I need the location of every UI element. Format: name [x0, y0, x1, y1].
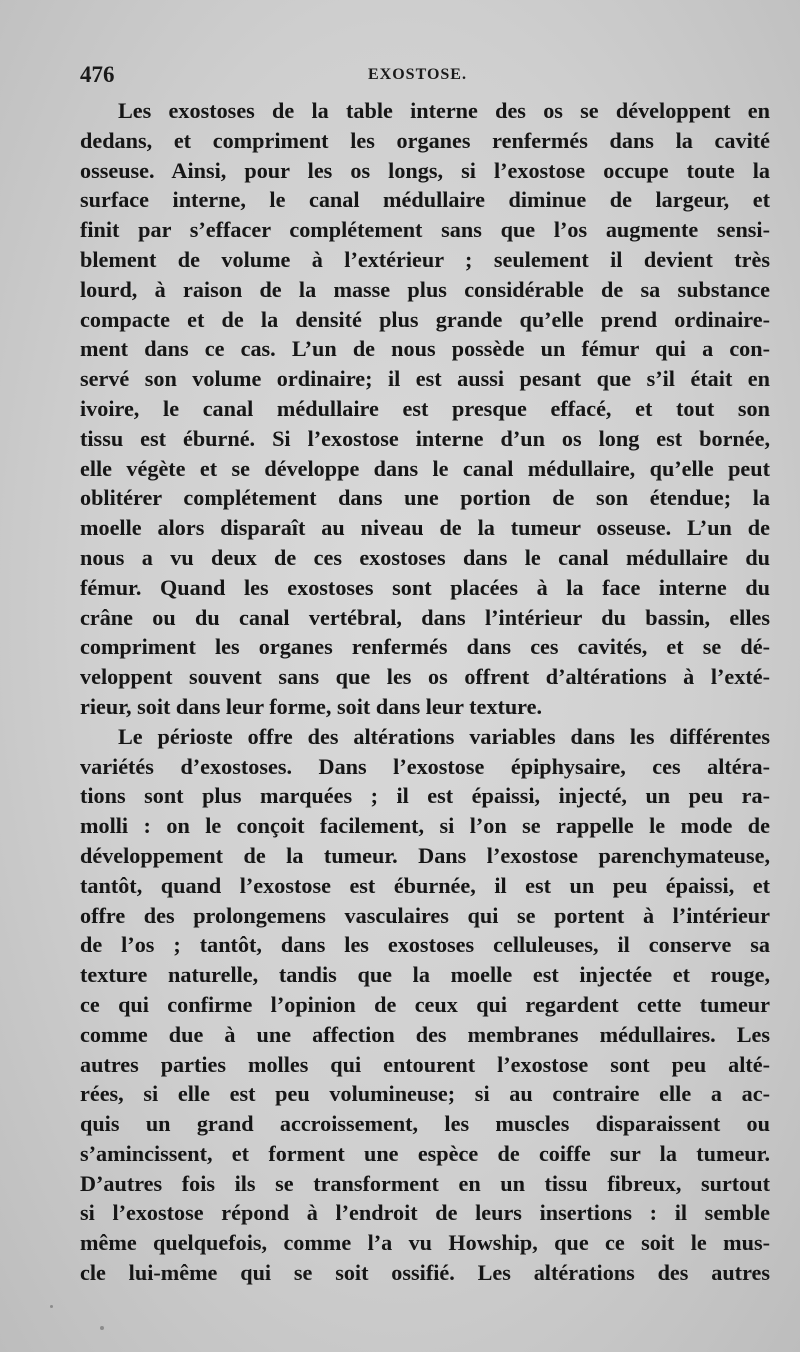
- text-line: développement de la tumeur. Dans l’exostose parenchymateuse,: [80, 842, 770, 868]
- text-line: texture naturelle, tandis que la moelle est injectée et rouge,: [80, 962, 770, 988]
- page-number: 476: [80, 62, 115, 87]
- paragraph-1: [80, 96, 770, 722]
- text-line: offre des prolongemens vasculaires qui se portent à l’intérieur: [80, 902, 770, 928]
- text-line: molli : on le conçoit facilement, si l’on se rappelle le mode de: [80, 813, 770, 839]
- print-speck: [50, 1305, 53, 1308]
- text-line: si l’exostose répond à l’endroit de leurs insertions : il semble: [80, 1200, 770, 1226]
- text-line: variétés d’exostoses. Dans l’exostose épiphysaire, ces altéra-: [80, 753, 770, 779]
- text-line: compriment les organes renfermés dans ces cavités, et se dé-: [80, 634, 770, 660]
- text-line: ment dans ce cas. L’un de nous possède un fémur qui a con-: [80, 336, 770, 362]
- text-line: quis un grand accroissement, les muscles disparaissent ou: [80, 1111, 770, 1137]
- text-line: cle lui-même qui se soit ossifié. Les altérations des autres: [80, 1260, 770, 1286]
- text-line: autres parties molles qui entourent l’exostose sont peu alté-: [80, 1051, 770, 1077]
- text-line: servé son volume ordinaire; il est aussi pesant que s’il était en: [80, 366, 770, 392]
- text-line: rieur, soit dans leur forme, soit dans leur texture.: [80, 693, 543, 719]
- text-line: finit par s’effacer complétement sans que l’os augmente sensi-: [80, 217, 770, 243]
- print-speck: [100, 1326, 104, 1330]
- text-line: Les exostoses de la table interne des os se développent en: [118, 98, 770, 123]
- running-title: EXOSTOSE.: [368, 66, 467, 83]
- paragraph-2: [80, 722, 770, 1288]
- page-body: [80, 96, 770, 1288]
- text-line: veloppent souvent sans que les os offrent d’altérations à l’exté-: [80, 664, 770, 690]
- text-line: tissu est éburné. Si l’exostose interne d’un os long est bornée,: [80, 425, 770, 451]
- text-line: lourd, à raison de la masse plus considérable de sa substance: [80, 276, 770, 302]
- text-line: D’autres fois ils se transforment en un tissu fibreux, surtout: [80, 1170, 770, 1196]
- text-line: moelle alors disparaît au niveau de la tumeur osseuse. L’un de: [80, 515, 770, 541]
- text-line: surface interne, le canal médullaire diminue de largeur, et: [80, 187, 770, 213]
- text-line: de l’os ; tantôt, dans les exostoses celluleuses, il conserve sa: [80, 932, 770, 958]
- text-line: comme due à une affection des membranes médullaires. Les: [80, 1021, 770, 1047]
- text-line: rées, si elle est peu volumineuse; si au contraire elle a ac-: [80, 1081, 770, 1107]
- text-line: elle végète et se développe dans le canal médullaire, qu’elle peut: [80, 455, 770, 481]
- text-line: ce qui confirme l’opinion de ceux qui regardent cette tumeur: [80, 991, 770, 1017]
- text-line: compacte et de la densité plus grande qu’elle prend ordinaire-: [80, 306, 770, 332]
- text-line: tions sont plus marquées ; il est épaissi, injecté, un peu ra-: [80, 783, 770, 809]
- text-line: Le périoste offre des altérations variables dans les différentes: [118, 723, 770, 749]
- text-line: ivoire, le canal médullaire est presque effacé, et tout son: [80, 395, 770, 421]
- text-line: dedans, et compriment les organes renfermés dans la cavité: [80, 127, 770, 153]
- text-line: osseuse. Ainsi, pour les os longs, si l’exostose occupe toute la: [80, 157, 770, 183]
- text-line: crâne ou du canal vertébral, dans l’intérieur du bassin, elles: [80, 604, 770, 630]
- page-header: [80, 62, 770, 92]
- text-line: fémur. Quand les exostoses sont placées à la face interne du: [80, 574, 770, 600]
- text-line: même quelquefois, comme l’a vu Howship, que ce soit le mus-: [80, 1230, 770, 1256]
- text-line: blement de volume à l’extérieur ; seulement il devient très: [80, 246, 770, 272]
- text-line: tantôt, quand l’exostose est éburnée, il est un peu épaissi, et: [80, 872, 770, 898]
- text-line: oblitérer complétement dans une portion de son étendue; la: [80, 485, 770, 511]
- text-line: s’amincissent, et forment une espèce de coiffe sur la tumeur.: [80, 1140, 770, 1166]
- text-line: nous a vu deux de ces exostoses dans le canal médullaire du: [80, 544, 770, 570]
